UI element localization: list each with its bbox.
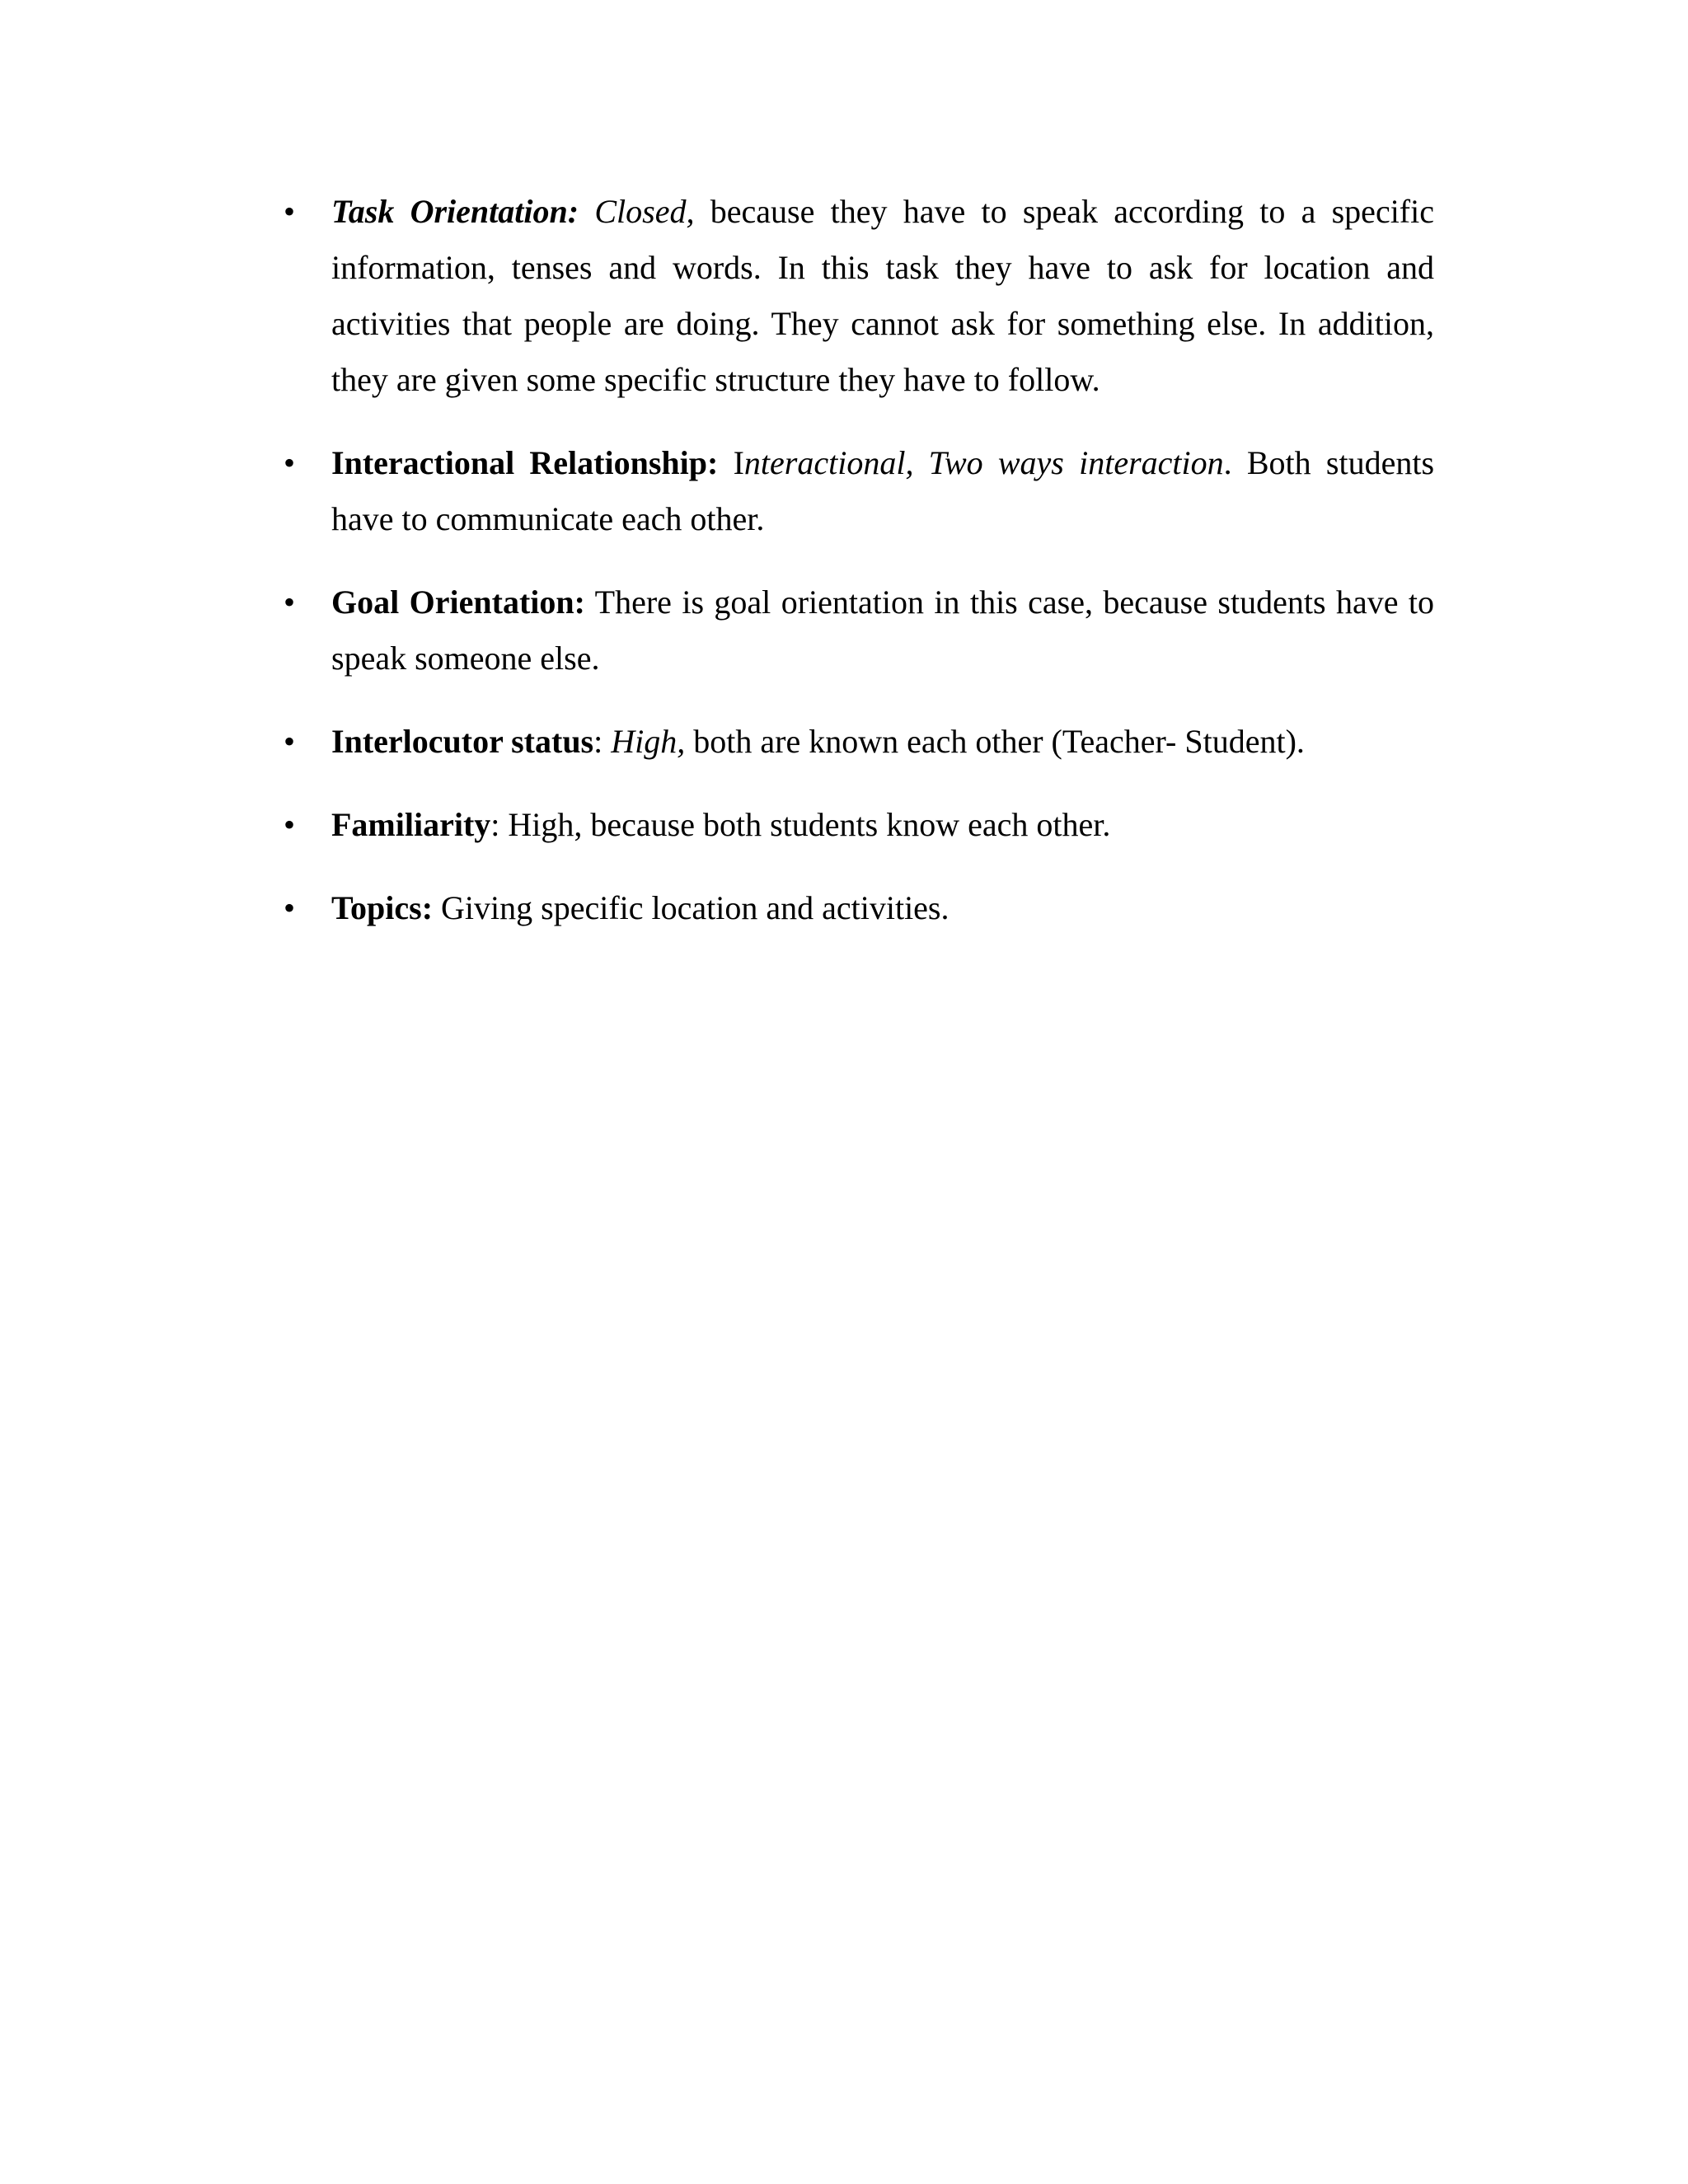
list-item-topics	[279, 880, 1434, 936]
item-text: : High, because both students know each other.	[490, 806, 1111, 843]
item-text: Giving specific location and activities.	[433, 889, 950, 926]
bullet-icon: •	[284, 889, 296, 926]
item-text: because they have to speak according to a specific information, tenses and words. In this task they have to ask for location and activities that people are doing. They cannot ask for something else. In addition, they are given some specific structure they have to follow.	[331, 193, 1434, 398]
bullet-icon: •	[284, 583, 296, 621]
item-label: Familiarity	[331, 806, 491, 843]
item-label: Task Orientation:	[331, 193, 579, 230]
item-value: Closed,	[594, 193, 695, 230]
item-text: . Both students have to communicate each other.	[331, 444, 1435, 537]
bullet-icon: •	[284, 444, 296, 481]
item-label: Interactional Relationship:	[331, 444, 719, 481]
item-value-prefix: I	[733, 444, 744, 481]
item-label: Goal Orientation:	[331, 583, 585, 621]
list-item-goal-orientation	[279, 574, 1434, 687]
task-characteristics-list	[279, 184, 1434, 936]
list-item-interactional-relationship	[279, 435, 1434, 547]
item-value: nteractional, Two ways interaction	[743, 444, 1224, 481]
item-value: High,	[611, 723, 686, 760]
bullet-icon: •	[284, 193, 296, 230]
item-label: Topics:	[331, 889, 434, 926]
item-text: There is goal orientation in this case, because students have to speak someone else.	[331, 583, 1434, 677]
item-text: both are known each other (Teacher- Student).	[685, 723, 1305, 760]
item-label: Interlocutor status	[331, 723, 594, 760]
bullet-icon: •	[284, 723, 296, 760]
list-item-interlocutor-status	[279, 714, 1434, 770]
list-item-task-orientation	[279, 184, 1434, 408]
list-item-familiarity	[279, 797, 1434, 853]
item-colon: :	[593, 723, 612, 760]
bullet-icon: •	[284, 806, 296, 843]
